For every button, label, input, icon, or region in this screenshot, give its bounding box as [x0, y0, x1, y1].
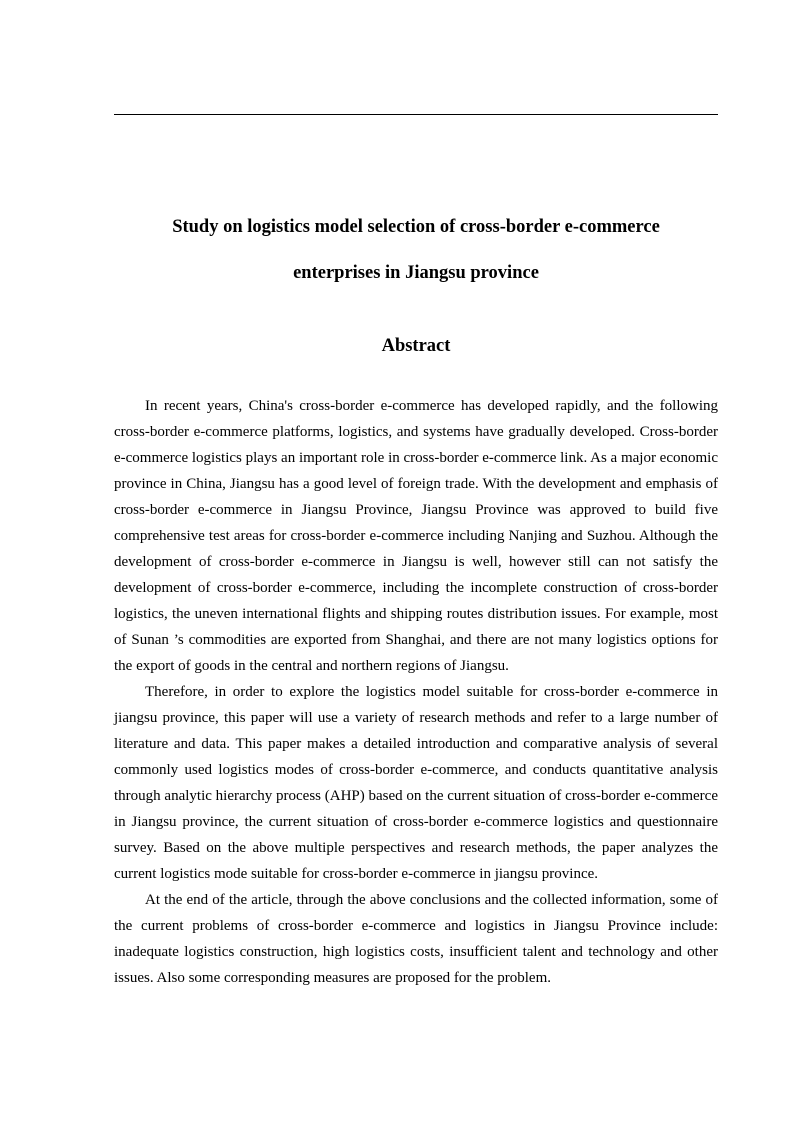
abstract-paragraph-2: Therefore, in order to explore the logistics model suitable for cross-border e-commerce in jiangsu province, this paper will use a variety of research methods and refer to a large number of literature and data. This paper makes a detailed introduction and comparative analysis of several commonly used logistics modes of cross-border e-commerce, and conducts quantitative analysis through analytic hierarchy process (AHP) based on the current situation of cross-border e-commerce in Jiangsu province, the current situation of cross-border e-commerce logistics and questionnaire survey. Based on the above multiple perspectives and research methods, the paper analyzes the current logistics mode suitable for cross-border e-commerce in jiangsu province.: [114, 684, 718, 882]
abstract-heading: Abstract: [381, 336, 451, 356]
document-title: [114, 204, 718, 296]
abstract-body: [114, 393, 718, 991]
abstract-paragraph-1: In recent years, China's cross-border e-commerce has developed rapidly, and the following cross-border e-commerce platforms, logistics, and systems have gradually developed. Cross-border e-commerce logistics plays an important role in cross-border e-commerce link. As a major economic province in China, Jiangsu has a good level of foreign trade. With the development and emphasis of cross-border e-commerce in Jiangsu Province, Jiangsu Province was approved to build five comprehensive test areas for cross-border e-commerce including Nanjing and Suzhou. Although the development of cross-border e-commerce in Jiangsu is well, however still can not satisfy the development of cross-border e-commerce, including the incomplete construction of cross-border logistics, the uneven international flights and shipping routes distribution issues. For example, most of Sunan ’s commodities are exported from Shanghai, and there are not many logistics options for the export of goods in the central and northern regions of Jiangsu.: [114, 398, 718, 674]
title-line-1: Study on logistics model selection of cross-border e-commerce: [172, 217, 660, 237]
title-line-2: enterprises in Jiangsu province: [293, 263, 539, 283]
abstract-paragraph-3: At the end of the article, through the above conclusions and the collected information, some of the current problems of cross-border e-commerce and logistics in Jiangsu Province include: inadequate logistics construction, high logistics costs, insufficient talent and technology and other issues. Also some corresponding measures are proposed for the problem.: [114, 892, 718, 986]
header-rule: [114, 114, 718, 115]
